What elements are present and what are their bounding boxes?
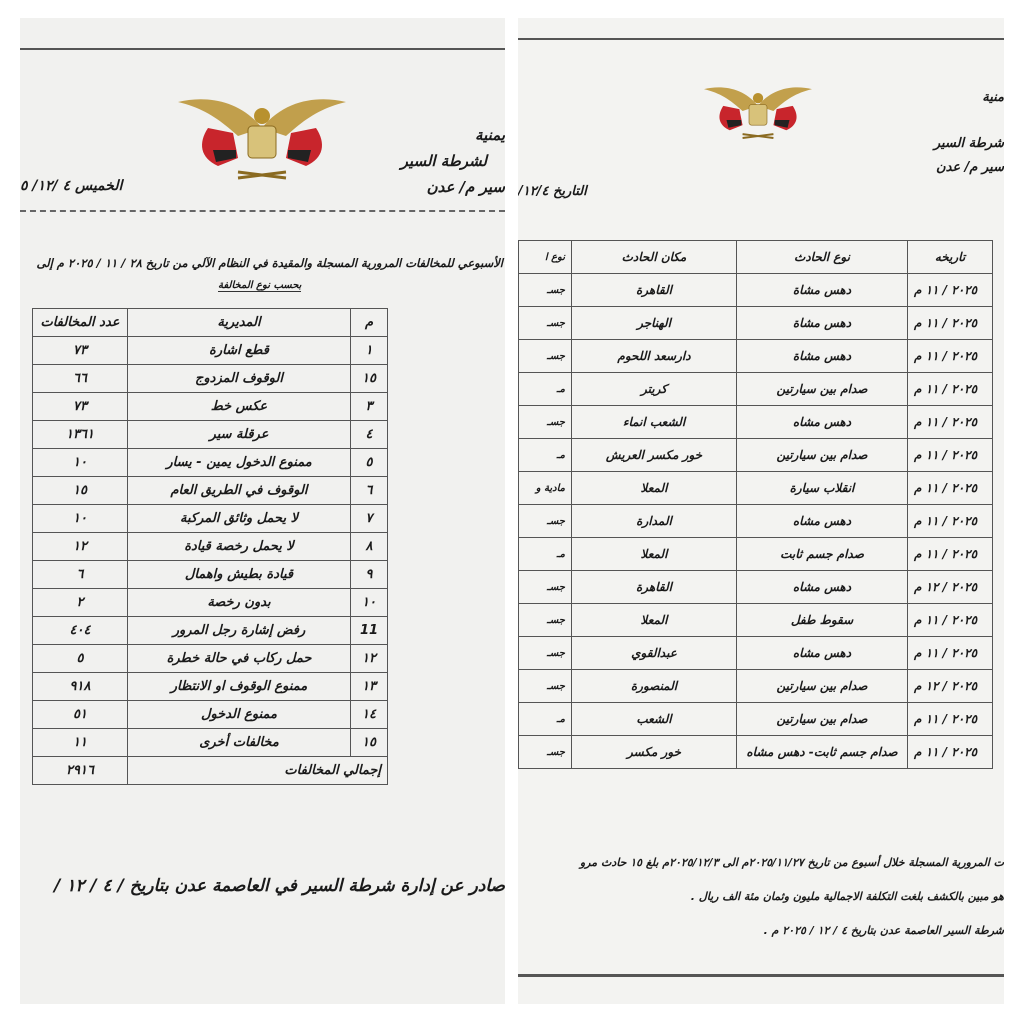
row-cut: جسـ: [519, 670, 572, 703]
header-line-2: شرطة السير: [933, 136, 1004, 151]
row-date: ٢٠٢٥ / ١١ م: [908, 637, 993, 670]
top-rule: [518, 38, 1004, 40]
eagle-emblem-icon: [178, 88, 346, 184]
row-num: ١٢: [351, 645, 388, 673]
accidents-table: [518, 240, 993, 769]
header-place: مكان الحادث: [572, 241, 737, 274]
row-count: ٥: [33, 645, 128, 673]
table-row: [519, 472, 993, 505]
row-count: ١٠: [33, 449, 128, 477]
row-type: صدام بين سيارتين: [737, 373, 908, 406]
row-count: ٧٣: [33, 337, 128, 365]
row-date: ٢٠٢٥ / ١١ م: [908, 736, 993, 769]
row-date: ٢٠٢٥ / ١١ م: [908, 538, 993, 571]
header-line-2: لشرطة السير: [400, 152, 487, 170]
row-count: ٦٦: [33, 365, 128, 393]
row-count: ٤٠٤: [33, 617, 128, 645]
row-name: عرقلة سير: [128, 421, 351, 449]
row-cut: مـ: [519, 439, 572, 472]
row-place: القاهرة: [572, 274, 737, 307]
table-row: [519, 373, 993, 406]
row-num: ١: [351, 337, 388, 365]
violations-table: [32, 308, 388, 785]
row-name: حمل ركاب في حالة خطرة: [128, 645, 351, 673]
table-row: [519, 637, 993, 670]
row-date: ٢٠٢٥ / ١١ م: [908, 439, 993, 472]
row-cut: جسـ: [519, 505, 572, 538]
table-row: [33, 337, 388, 365]
total-row: [33, 757, 388, 785]
row-date: ٢٠٢٥ / ١١ م: [908, 505, 993, 538]
header-type: نوع الحادث: [737, 241, 908, 274]
row-name: عكس خط: [128, 393, 351, 421]
row-count: ٦: [33, 561, 128, 589]
table-header-row: [33, 309, 388, 337]
row-type: دهس مشاة: [737, 340, 908, 373]
header-line-1: منية: [982, 90, 1004, 105]
row-count: ٧٣: [33, 393, 128, 421]
row-name: لا يحمل وثائق المركبة: [128, 505, 351, 533]
issued-footer: صادر عن إدارة شرطة السير في العاصمة عدن بتاريخ / ٤ / ١٢ /: [54, 876, 505, 896]
table-header-row: [519, 241, 993, 274]
table-row: [519, 505, 993, 538]
row-count: ٩١٨: [33, 673, 128, 701]
row-cut: جسـ: [519, 736, 572, 769]
row-type: صدام بين سيارتين: [737, 439, 908, 472]
row-count: ١٣٦١: [33, 421, 128, 449]
header-num: م: [351, 309, 388, 337]
table-row: [33, 617, 388, 645]
row-type: صدام بين سيارتين: [737, 670, 908, 703]
row-num: ٥: [351, 449, 388, 477]
row-num: ١٥: [351, 729, 388, 757]
row-cut: مـ: [519, 703, 572, 736]
table-row: [33, 701, 388, 729]
row-place: المعلا: [572, 604, 737, 637]
row-num: ٣: [351, 393, 388, 421]
row-type: صدام جسم ثابت- دهس مشاه: [737, 736, 908, 769]
row-cut: جسـ: [519, 340, 572, 373]
row-type: سقوط طفل: [737, 604, 908, 637]
row-date: ٢٠٢٥ / ١١ م: [908, 406, 993, 439]
row-count: ٥١: [33, 701, 128, 729]
row-place: خور مكسر العريش: [572, 439, 737, 472]
summary-line-1: ت المرورية المسجلة خلال أسبوع من تاريخ ٢٠٢٥/١١/٢٧م الى ٢٠٢٥/١٢/٣م بلغ ١٥ حادث مرو: [579, 856, 1004, 869]
table-row: [33, 729, 388, 757]
row-type: دهس مشاه: [737, 637, 908, 670]
row-num: ٤: [351, 421, 388, 449]
date-line: التاريخ ١٢/٤/: [518, 184, 587, 199]
table-row: [33, 645, 388, 673]
row-num: ٩: [351, 561, 388, 589]
row-date: ٢٠٢٥ / ١١ م: [908, 307, 993, 340]
table-row: [519, 307, 993, 340]
row-date: ٢٠٢٥ / ١٢ م: [908, 571, 993, 604]
table-row: [519, 538, 993, 571]
row-type: دهس مشاه: [737, 571, 908, 604]
row-place: الهناجر: [572, 307, 737, 340]
total-label: إجمالي المخالفات: [128, 757, 388, 785]
row-name: ممنوع الوقوف او الانتظار: [128, 673, 351, 701]
row-cut: جسـ: [519, 637, 572, 670]
report-subtitle: بحسب نوع المخالفة: [218, 280, 302, 291]
row-num: ١٣: [351, 673, 388, 701]
table-row: [33, 589, 388, 617]
eagle-emblem-icon: [704, 80, 812, 142]
header-count: عدد المخالفات: [33, 309, 128, 337]
row-place: القاهرة: [572, 571, 737, 604]
table-row: [33, 561, 388, 589]
row-cut: مادية و: [519, 472, 572, 505]
row-count: ٢: [33, 589, 128, 617]
table-row: [33, 365, 388, 393]
row-place: المنصورة: [572, 670, 737, 703]
bottom-rule: [518, 974, 1004, 977]
day-date: الخميس ٤ /١٢/ ٥: [20, 178, 123, 194]
header-directorate: المديرية: [128, 309, 351, 337]
table-row: [519, 736, 993, 769]
table-row: [33, 393, 388, 421]
row-type: دهس مشاة: [737, 274, 908, 307]
header-line-1: يمنية: [475, 126, 505, 144]
row-num: ٧: [351, 505, 388, 533]
row-name: لا يحمل رخصة قيادة: [128, 533, 351, 561]
row-date: ٢٠٢٥ / ١١ م: [908, 703, 993, 736]
table-row: [33, 449, 388, 477]
table-row: [519, 670, 993, 703]
row-place: الشعب: [572, 703, 737, 736]
row-name: ممنوع الدخول: [128, 701, 351, 729]
row-num: ٦: [351, 477, 388, 505]
row-type: دهس مشاة: [737, 307, 908, 340]
row-num: ١٤: [351, 701, 388, 729]
row-cut: مـ: [519, 373, 572, 406]
table-row: [519, 604, 993, 637]
table-row: [33, 477, 388, 505]
row-count: ١٥: [33, 477, 128, 505]
row-date: ٢٠٢٥ / ١١ م: [908, 274, 993, 307]
row-cut: جسـ: [519, 274, 572, 307]
row-cut: جسـ: [519, 406, 572, 439]
summary-line-2: هو مبين بالكشف بلغت التكلفة الاجمالية مليون وثمان مئة الف ريال .: [690, 890, 1004, 903]
table-row: [519, 439, 993, 472]
row-place: المعلا: [572, 538, 737, 571]
row-name: الوقوف في الطريق العام: [128, 477, 351, 505]
row-type: دهس مشاه: [737, 505, 908, 538]
row-num: ٨: [351, 533, 388, 561]
row-place: المعلا: [572, 472, 737, 505]
row-place: عبدالقوي: [572, 637, 737, 670]
right-page: [518, 18, 1004, 1004]
row-date: ٢٠٢٥ / ١١ م: [908, 472, 993, 505]
row-place: دارسعد اللحوم: [572, 340, 737, 373]
row-cut: جسـ: [519, 307, 572, 340]
header-line-3: سير م/ عدن: [426, 178, 505, 196]
header-line-3: سير م/ عدن: [936, 160, 1004, 175]
row-type: صدام جسم ثابت: [737, 538, 908, 571]
row-cut: جسـ: [519, 571, 572, 604]
row-place: الشعب انماء: [572, 406, 737, 439]
row-cut: جسـ: [519, 604, 572, 637]
row-name: مخالفات أخرى: [128, 729, 351, 757]
row-count: ١٠: [33, 505, 128, 533]
row-name: قيادة بطيش واهمال: [128, 561, 351, 589]
row-num: ١٠: [351, 589, 388, 617]
row-name: الوقوف المزدوج: [128, 365, 351, 393]
summary-line-3: شرطة السير العاصمة عدن بتاريخ ٤ / ١٢ / ٢٠٢٥ م .: [763, 924, 1004, 937]
row-name: بدون رخصة: [128, 589, 351, 617]
row-place: خور مكسر: [572, 736, 737, 769]
table-row: [519, 703, 993, 736]
row-count: ١١: [33, 729, 128, 757]
table-row: [519, 274, 993, 307]
row-date: ٢٠٢٥ / ١١ م: [908, 373, 993, 406]
table-row: [33, 421, 388, 449]
row-type: دهس مشاه: [737, 406, 908, 439]
row-place: المدارة: [572, 505, 737, 538]
row-num: ١٥: [351, 365, 388, 393]
dashed-divider: [20, 210, 505, 212]
row-type: صدام بين سيارتين: [737, 703, 908, 736]
table-row: [519, 406, 993, 439]
row-date: ٢٠٢٥ / ١١ م: [908, 340, 993, 373]
left-page: [20, 18, 505, 1004]
total-value: ٢٩١٦: [33, 757, 128, 785]
row-name: ممنوع الدخول يمين - يسار: [128, 449, 351, 477]
row-name: قطع اشارة: [128, 337, 351, 365]
row-count: ١٢: [33, 533, 128, 561]
row-cut: مـ: [519, 538, 572, 571]
row-type: انقلاب سيارة: [737, 472, 908, 505]
table-row: [33, 505, 388, 533]
row-place: كريتر: [572, 373, 737, 406]
row-name: رفض إشارة رجل المرور: [128, 617, 351, 645]
header-cut: نوع ا: [519, 241, 572, 274]
table-row: [33, 533, 388, 561]
table-row: [519, 571, 993, 604]
row-num: 11: [351, 617, 388, 645]
table-row: [519, 340, 993, 373]
report-title: الأسبوعي للمخالفات المرورية المسجلة والمقيدة في النظام الآلي من تاريخ ٢٨ / ١١ / ٢٠٢٥ م إلى: [36, 256, 503, 270]
row-date: ٢٠٢٥ / ١١ م: [908, 604, 993, 637]
top-rule: [20, 48, 505, 50]
row-date: ٢٠٢٥ / ١٢ م: [908, 670, 993, 703]
header-date: تاريخه: [908, 241, 993, 274]
table-row: [33, 673, 388, 701]
